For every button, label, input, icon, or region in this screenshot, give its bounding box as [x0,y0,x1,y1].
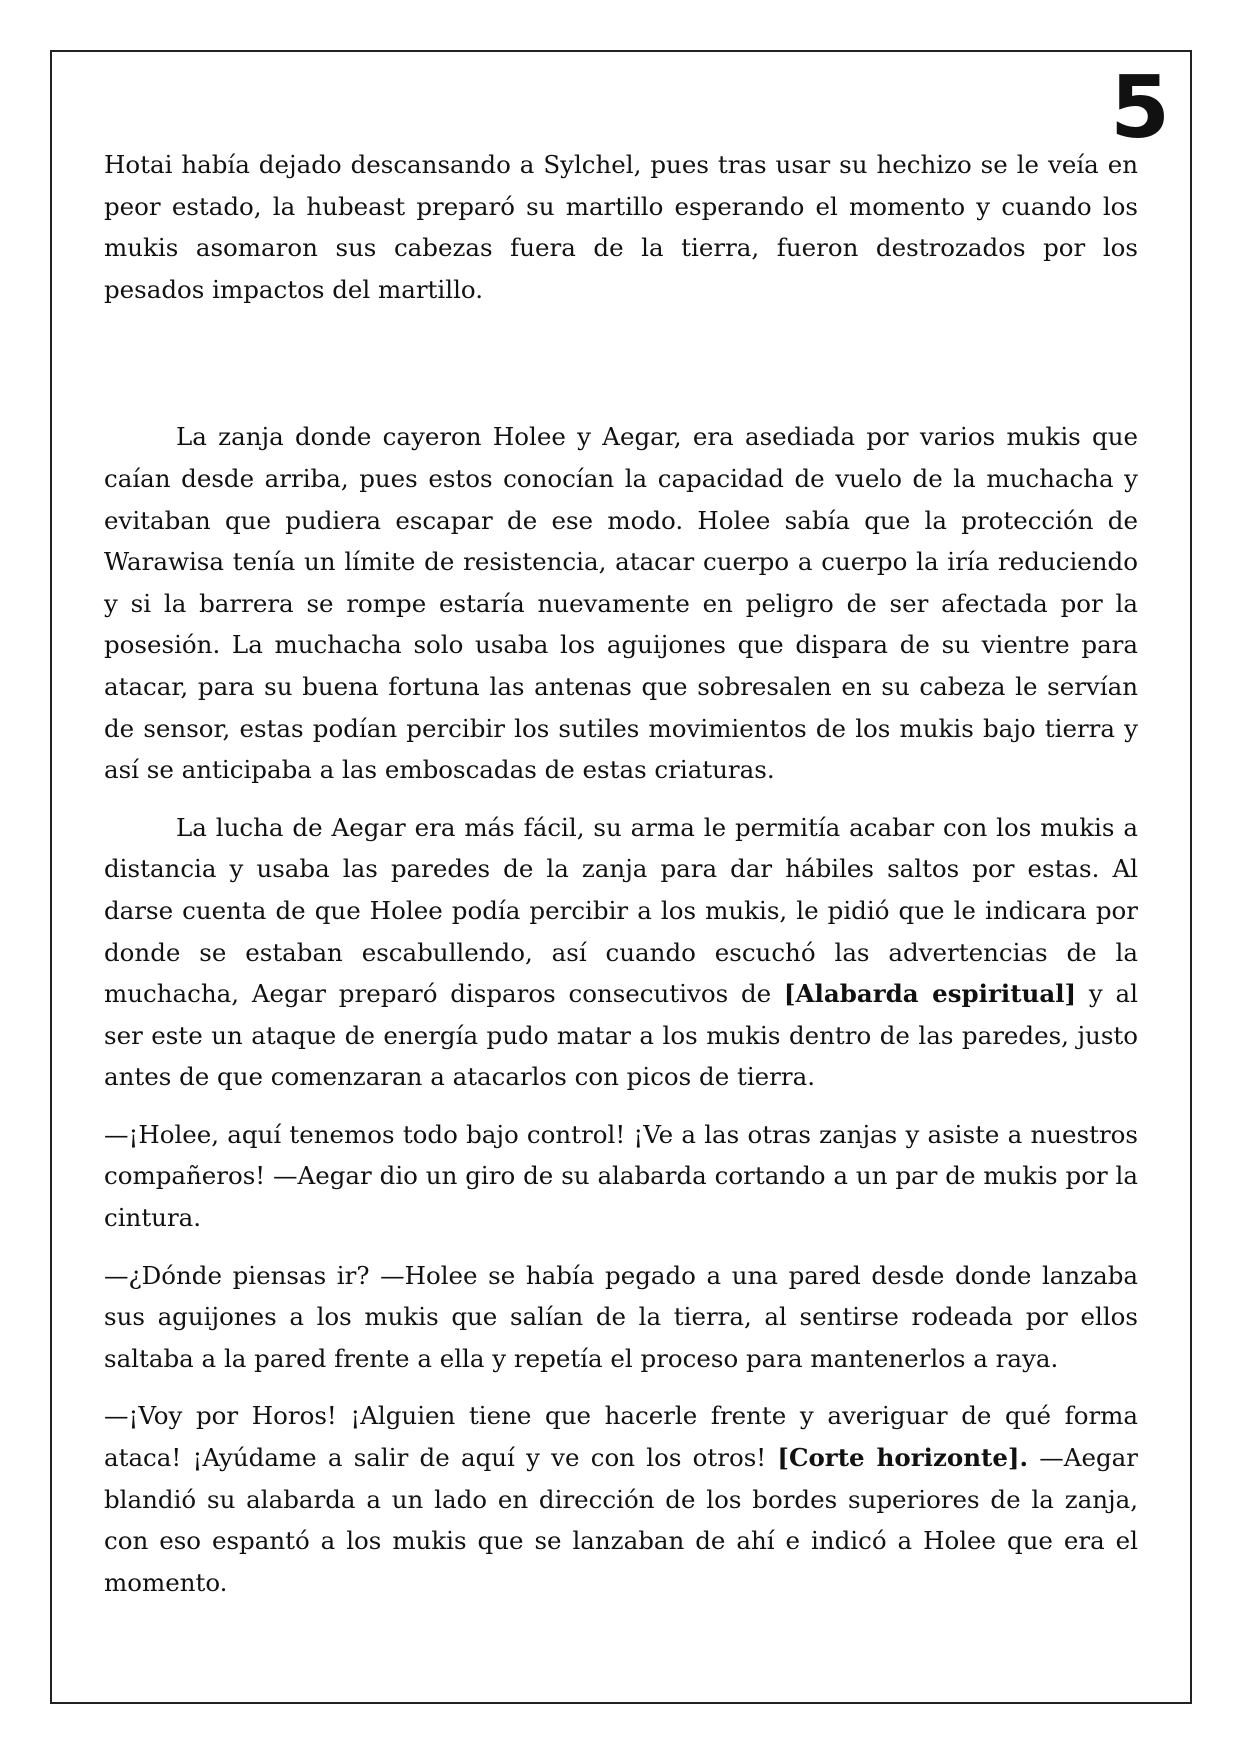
dialogue-holee-question [104,1255,1138,1380]
skill-name-alabarda-espiritual: [Alabarda espiritual] [783,979,1077,1009]
paragraph-text: La lucha de Aegar era más fácil, su arma le permitía acabar con los mukis a distancia y usaba las paredes de la zanja para dar hábiles saltos por estas. Al darse cuenta de que Holee podía percibir a los mukis, le pidió que le indicara por donde se estaban escabullendo, así cuando escuchó las advertencias de la muchacha, Aegar preparó disparos consecutivos de [104,812,1138,1009]
dialogue-aegar-horos [104,1395,1138,1603]
dialogue-text: —¡Holee, aquí tenemos todo bajo control! ¡Ve a las otras zanjas y asiste a nuestros compañeros! —Aegar dio un giro de su alabarda cortando a un par de mukis por la cintura. [104,1119,1138,1233]
paragraph-zanja [104,416,1138,790]
dialogue-aegar-control [104,1114,1138,1239]
paragraph-text: y al ser este un ataque de energía pudo matar a los mukis dentro de las paredes, justo antes de que comenzaran a atacarlos con picos de tierra. [104,979,1138,1092]
paragraph-lucha-aegar [104,807,1138,1098]
paragraph-text: Hotai había dejado descansando a Sylchel, pues tras usar su hechizo se le veía en peor estado, la hubeast preparó su martillo esperando el momento y cuando los mukis asomaron sus cabezas fuera de la tierra, fueron destrozados por los pesados impactos del martillo. [104,150,1138,304]
dialogue-text: —Aegar blandió su alabarda a un lado en dirección de los bordes superiores de la zanja, con eso espantó a los mukis que se lanzaban de ahí e indicó a Holee que era el momento. [104,1443,1138,1597]
skill-name-corte-horizonte: [Corte horizonte]. [777,1443,1029,1473]
body-text [104,144,1138,1603]
dialogue-text: —¿Dónde piensas ir? —Holee se había pegado a una pared desde donde lanzaba sus aguijones a los mukis que salían de la tierra, al sentirse rodeada por ellos saltaba a la pared frente a ella y repetía el proceso para mantenerlos a raya. [104,1260,1138,1373]
dialogue-text: —¡Voy por Horos! ¡Alguien tiene que hacerle frente y averiguar de qué forma ataca! ¡Ayúdame a salir de aquí y ve con los otros! [104,1401,1138,1473]
page-number: 5 [1110,58,1170,158]
paragraph-hotai [104,144,1138,310]
paragraph-text: La zanja donde cayeron Holee y Aegar, era asediada por varios mukis que caían desde arriba, pues estos conocían la capacidad de vuelo de la muchacha y evitaban que pudiera escapar de ese modo. Holee sabía que la protección de Warawisa tenía un límite de resistencia, atacar cuerpo a cuerpo la iría reduciendo y si la barrera se rompe estaría nuevamente en peligro de ser afectada por la posesión. La muchacha solo usaba los aguijones que dispara de su vientre para atacar, para su buena fortuna las antenas que sobresalen en su cabeza le servían de sensor, estas podían percibir los sutiles movimientos de los mukis bajo tierra y así se anticipaba a las emboscadas de estas criaturas. [104,422,1138,785]
